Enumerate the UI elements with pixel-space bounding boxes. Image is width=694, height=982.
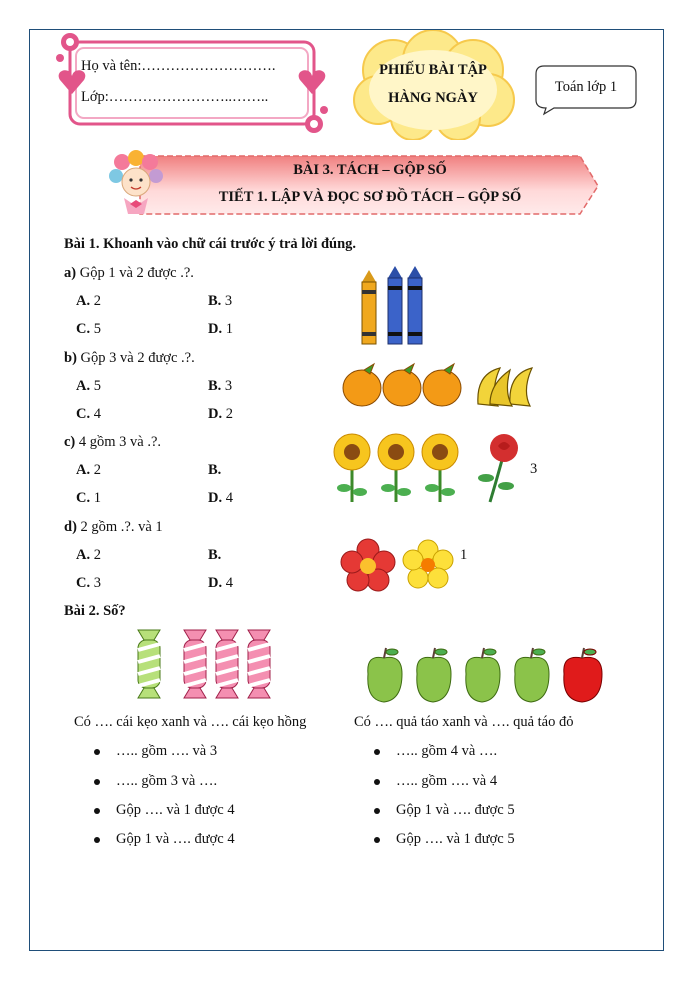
- option-d-C[interactable]: C. 3: [76, 575, 101, 591]
- flower-bouquet-icon: [104, 148, 166, 218]
- option-b-C[interactable]: C. 4: [76, 406, 101, 422]
- cloud-title-line2: HÀNG NGÀY: [388, 90, 478, 106]
- option-c-B[interactable]: B.: [208, 462, 222, 478]
- mangoes-bananas-illustration: [340, 360, 550, 412]
- question-d: d) 2 gồm .?. và 1: [64, 519, 163, 535]
- option-c-A[interactable]: A. 2: [76, 462, 101, 478]
- sunflowers-rose-illustration: [330, 430, 530, 504]
- bai1-heading: Bài 1. Khoanh vào chữ cái trước ý trả lời đúng.: [64, 236, 357, 252]
- name-frame-decoration: [52, 30, 332, 136]
- apples-illustration: [362, 646, 612, 706]
- bai2-right-item: ….. gồm 4 và ….: [396, 743, 498, 759]
- question-c-picture-number: 3: [530, 461, 538, 477]
- option-b-B[interactable]: B. 3: [208, 378, 233, 394]
- option-a-B[interactable]: B. 3: [208, 293, 233, 309]
- bai2-left-caption: Có …. cái kẹo xanh và …. cái kẹo hồng: [74, 714, 307, 730]
- option-b-A[interactable]: A. 5: [76, 378, 101, 394]
- bai2-right-item: Gộp …. và 1 được 5: [396, 831, 515, 847]
- question-a: a) Gộp 1 và 2 được .?.: [64, 265, 194, 281]
- bai2-right-caption: Có …. quả táo xanh và …. quả táo đỏ: [354, 714, 574, 730]
- option-a-A[interactable]: A. 2: [76, 293, 101, 309]
- option-d-D[interactable]: D. 4: [208, 575, 233, 591]
- bai2-right-item: ….. gồm …. và 4: [396, 773, 498, 789]
- bullet-icon: [94, 808, 100, 814]
- crayons-illustration: [356, 266, 432, 348]
- bai2-left-item: Gộp …. và 1 được 4: [116, 802, 235, 818]
- bai2-left-item: ….. gồm 3 và ….: [116, 773, 218, 789]
- cloud-shape: [348, 30, 518, 140]
- option-a-D[interactable]: D. 1: [208, 321, 233, 337]
- cloud-title-line1: PHIẾU BÀI TẬP: [379, 62, 487, 78]
- name-label: Họ và tên:……………………….: [81, 58, 276, 74]
- bullet-icon: [374, 749, 380, 755]
- bullet-icon: [374, 779, 380, 785]
- question-b: b) Gộp 3 và 2 được .?.: [64, 350, 195, 366]
- option-c-D[interactable]: D. 4: [208, 490, 233, 506]
- candies-illustration: [132, 626, 282, 702]
- bullet-icon: [374, 837, 380, 843]
- bai2-heading: Bài 2. Số?: [64, 603, 126, 619]
- option-d-A[interactable]: A. 2: [76, 547, 101, 563]
- question-d-picture-number: 1: [460, 547, 468, 563]
- bullet-icon: [94, 837, 100, 843]
- bai2-right-item: Gộp 1 và …. được 5: [396, 802, 515, 818]
- bai2-left-item: Gộp 1 và …. được 4: [116, 831, 235, 847]
- option-c-C[interactable]: C. 1: [76, 490, 101, 506]
- class-label: Lớp:……………………..……..: [81, 89, 269, 105]
- bullet-icon: [94, 779, 100, 785]
- bullet-icon: [94, 749, 100, 755]
- lesson-title: BÀI 3. TÁCH – GỘP SỐ: [293, 162, 447, 178]
- option-a-C[interactable]: C. 5: [76, 321, 101, 337]
- bai2-left-item: ….. gồm …. và 3: [116, 743, 218, 759]
- lesson-subtitle: TIẾT 1. LẬP VÀ ĐỌC SƠ ĐỒ TÁCH – GỘP SỐ: [218, 189, 522, 205]
- grade-tag-label: Toán lớp 1: [554, 79, 618, 95]
- flowers-illustration: [340, 538, 460, 592]
- option-d-B[interactable]: B.: [208, 547, 222, 563]
- question-c: c) 4 gồm 3 và .?.: [64, 434, 162, 450]
- option-b-D[interactable]: D. 2: [208, 406, 233, 422]
- bullet-icon: [374, 808, 380, 814]
